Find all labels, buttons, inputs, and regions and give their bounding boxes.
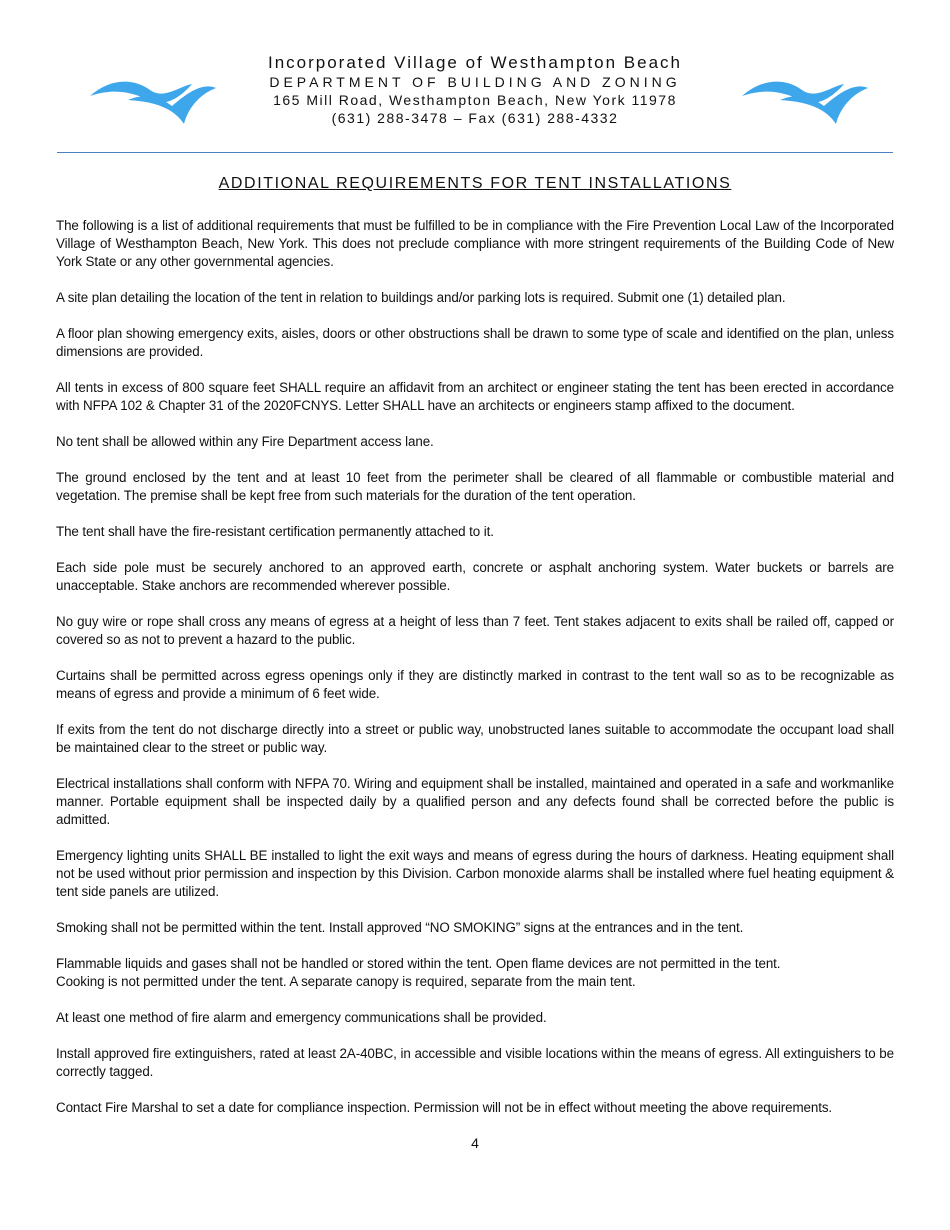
paragraph-guy-wire: No guy wire or rope shall cross any means of egress at a height of less than 7 feet. Tent stakes adjacent to exits shall be railed off, capped or covered so as not to prevent a hazard to the public. — [56, 614, 894, 647]
paragraph-exits: If exits from the tent do not discharge directly into a street or public way, unobstructed lanes suitable to accommodate the occupant load shall be maintained clear to the street or public way. — [56, 722, 894, 755]
requirements-list — [56, 217, 894, 1135]
paragraph-floor-plan: A floor plan showing emergency exits, aisles, doors or other obstructions shall be drawn to some type of scale and identified on the plan, unless dimensions are provided. — [56, 326, 894, 359]
paragraph-inspection: Contact Fire Marshal to set a date for compliance inspection. Permission will not be in effect without meeting the above requirements. — [56, 1100, 833, 1115]
paragraph-ground-cleared: The ground enclosed by the tent and at least 10 feet from the perimeter shall be cleared of all flammable or combustible material and vegetation. The premise shall be kept free from such materials for the duration of the tent operation. — [56, 470, 894, 503]
address: 165 Mill Road, Westhampton Beach, New York 11978 — [273, 92, 677, 108]
paragraph-smoking: Smoking shall not be permitted within the tent. Install approved “NO SMOKING” signs at the entrances and in the tent. — [56, 920, 744, 935]
paragraph-flammables: Flammable liquids and gases shall not be handled or stored within the tent. Open flame devices are not permitted in the tent. Cooking is not permitted under the tent. A separate canopy is required, separate from the main tent. — [56, 956, 781, 989]
village-name: Incorporated Village of Westhampton Beach — [267, 53, 683, 72]
paragraph-certification: The tent shall have the fire-resistant certification permanently attached to it. — [56, 524, 494, 539]
paragraph-curtains: Curtains shall be permitted across egress openings only if they are distinctly marked in contrast to the tent wall so as to be recognizable as means of egress and provide a minimum of 6 feet wide. — [56, 668, 894, 701]
phone-fax: (631) 288-3478 – Fax (631) 288-4332 — [331, 110, 619, 126]
paragraph-site-plan: A site plan detailing the location of the tent in relation to buildings and/or parking lots is required. Submit one (1) detailed plan. — [56, 290, 786, 305]
paragraph-affidavit: All tents in excess of 800 square feet SHALL require an affidavit from an architect or engineer stating the tent has been erected in accordance with NFPA 102 & Chapter 31 of the 2020FCNYS. Letter SHALL have an architects or engineers stamp affixed to the document. — [56, 380, 894, 413]
paragraph-anchoring: Each side pole must be securely anchored to an approved earth, concrete or asphalt anchoring system. Water buckets or barrels are unacceptable. Stake anchors are recommended wherever possible. — [56, 560, 894, 593]
paragraph-access-lane: No tent shall be allowed within any Fire Department access lane. — [56, 434, 434, 449]
department-name: DEPARTMENT OF BUILDING AND ZONING — [269, 74, 681, 90]
paragraph-fire-alarm: At least one method of fire alarm and emergency communications shall be provided. — [56, 1010, 547, 1025]
letterhead — [0, 52, 950, 127]
page-title: ADDITIONAL REQUIREMENTS FOR TENT INSTALLATIONS — [218, 175, 732, 192]
paragraph-extinguishers: Install approved fire extinguishers, rated at least 2A-40BC, in accessible and visible locations within the means of egress. All extinguishers to be correctly tagged. — [56, 1046, 894, 1079]
header-divider — [57, 152, 893, 153]
paragraph-emergency-lighting: Emergency lighting units SHALL BE installed to light the exit ways and means of egress during the hours of darkness. Heating equipment shall not be used without prior permission and inspection by this Division. Carbon monoxide alarms shall be installed where fuel heating equipment & tent side panels are utilized. — [56, 848, 894, 899]
page-number: 4 — [471, 1135, 479, 1151]
paragraph-electrical: Electrical installations shall conform with NFPA 70. Wiring and equipment shall be installed, maintained and operated in a safe and workmanlike manner. Portable equipment shall be inspected daily by a qualified person and any defects found shall be corrected before the public is admitted. — [56, 776, 894, 827]
paragraph-intro: The following is a list of additional requirements that must be fulfilled to be in compliance with the Fire Prevention Local Law of the Incorporated Village of Westhampton Beach, New York. This does not preclude compliance with more stringent requirements of the Building Code of New York State or any other governmental agencies. — [56, 218, 894, 269]
